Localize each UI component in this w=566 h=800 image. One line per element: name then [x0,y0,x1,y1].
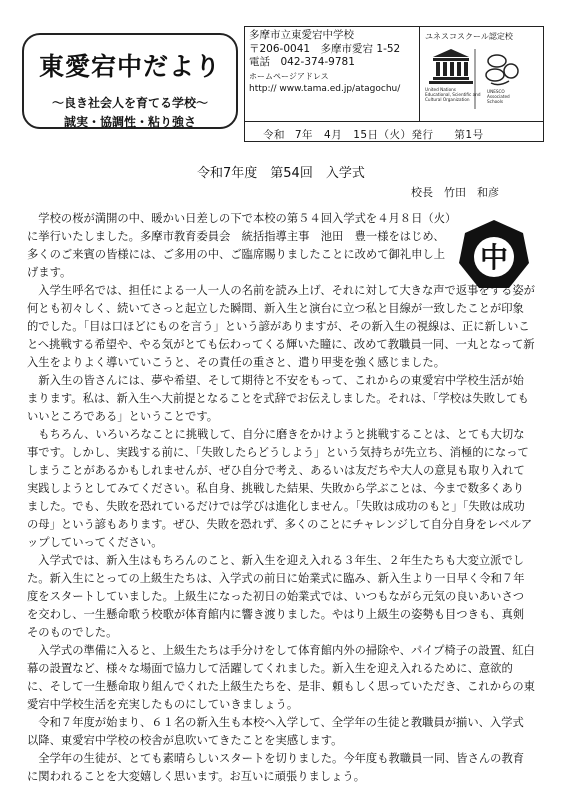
school-contact [249,29,400,97]
paragraph: 学校の桜が満開の中、暖かい日差しの下で本校の第５４回入学式を４月８日（火）に挙行いたしました。多摩市教育委員会 統括指導主事 池田 豊一様をはじめ、多くのご来賓の皆様には、ご多用の中、ご臨席賜りましたことに改めて御礼申し上げます。 [27,212,451,279]
unesco-logo [425,47,541,121]
unesco-temple-icon [433,49,469,57]
school-values: 誠実・協調性・粘り強さ [63,115,196,129]
paragraph: 新入生の皆さんには、夢や希望、そして期待と不安をもって、これからの東愛宕中学校生活が始まります。私は、新入生へ大前提となることを式辞でお伝えしました。それは、「学校は失敗してもいいところである」ということです。 [27,374,529,423]
homepage-url[interactable]: http:// www.tama.ed.jp/atagochu/ [249,84,401,94]
paragraph: 全学年の生徒が、とても素晴らしいスタートを切りました。今年度も教職員一同、皆さんの教育に関われることを大変嬉しく思います。お互いに頑張りましょう。 [27,752,525,783]
paragraph: 入学生呼名では、担任による一人一人の名前を読み上げ、それに対して大きな声で返事をする姿が何とも初々しく、続いてさっと起立した瞬間、新入生と演台に立つ私と目線が一致したことが印象的でした。「目は口ほどにものを言う」という諺がありますが、その新入生の視線は、正に新しいことへ挑戦する希望や、やる気がとても伝わってくる輝いた瞳に、改めて教職員一同、一丸となって新入生をよりよく導いていこうと、その責任の重さと、遣り甲斐を強く感じました。 [27,284,535,369]
newsletter-title-box [22,33,238,129]
paragraph: 令和７年度が始まり、６１名の新入生も本校へ入学して、全学年の生徒と教職員が揃い、入学式以降、東愛宕中学校の校舎が息吹いてきたことを実感します。 [27,716,524,747]
svg-text:Associated: Associated [487,94,510,99]
unesco-school-label: ユネスコスクール認定校 [425,32,513,41]
homepage-label: ホームページアドレス [249,71,329,81]
article-title: 令和7年度 第54回 入学式 [197,166,365,181]
svg-text:United Nations: United Nations [425,87,456,92]
paragraph: もちろん、いろいろなことに挑戦して、自分に磨きをかけようと挑戦することは、とても大切な事です。しかし、実践する前に、「失敗したらどうしよう」という気持ちが先立ち、消極的になってしまうことがあるかもしれませんが、ぜひ自分で考え、あるいは友だちや大人の意見も取り入れて実践しようとしてみてください。私自身、挑戦した結果、失敗から学ぶことは、今まで数多くありました。でも、失敗を恐れているだけでは学びは進化しません。「失敗は成功のもと」「失敗は成功の母」という諺もあります。ぜひ、失敗を恐れず、多くのことにチャレンジして自分自身をレベルアップしていってください。 [27,428,533,549]
paragraph: 入学式では、新入生はもちろんのこと、新入生を迎え入れる３年生、２年生たちも大変立派でした。新入生にとっての上級生たちは、入学式の前日に始業式に臨み、新入生より一日早く令和７年度をスタートしていました。上級生になった初日の始業式では、いつもながら元気の良いあいさつを交わし、一生懸命歌う校歌が体育館内に響き渡りました。やはり上級生の姿勢も目つきも、真剣そのものでした。 [27,554,525,639]
svg-text:Cultural Organization: Cultural Organization [425,97,470,102]
divider [245,121,543,122]
svg-text:UNESCO: UNESCO [487,89,505,94]
newsletter-title: 東愛宕中だより [38,52,221,81]
school-address: 〒206-0041 多摩市愛宕 1-52 [249,42,401,55]
leaf-icon [488,55,506,67]
svg-text:Schools: Schools [487,99,504,104]
school-motto: 〜良き社会人を育てる学校〜 [51,96,208,110]
article-author: 校長 竹田 和彦 [411,186,499,199]
school-phone: 電話 042-374-9781 [249,56,355,68]
article-body [27,210,535,786]
svg-text:中: 中 [479,241,509,274]
school-info-box [244,26,544,142]
school-name: 多摩市立東愛宕中学校 [249,29,354,41]
paragraph: 入学式の準備に入ると、上級生たちは手分けをして体育館内外の掃除や、パイプ椅子の設置、紅白幕の設置など、様々な場面で協力して活躍してくれました。新入生を迎え入れるために、意欲的に、そして一生懸命取り組んでくれた上級生たちを、是非、頼もしく思っていただき、これからの東愛宕中学校生活を充実したものにしていきましょう。 [27,644,535,711]
svg-text:Educational, Scientific and: Educational, Scientific and [425,92,481,97]
divider [419,27,420,121]
issue-date: 令和 7年 4月 15日（火）発行 第1号 [263,129,484,141]
